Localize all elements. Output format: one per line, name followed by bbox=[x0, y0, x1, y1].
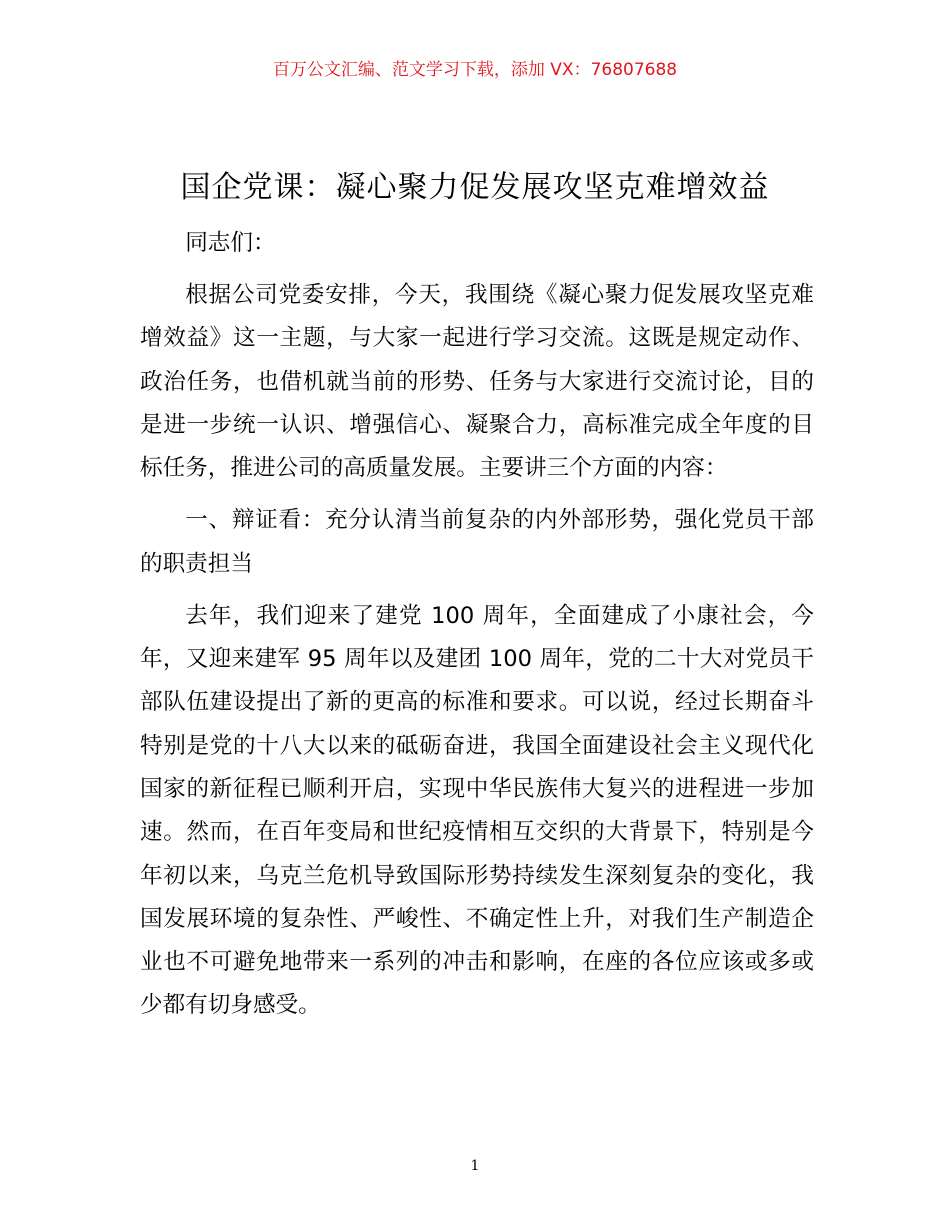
document-body bbox=[140, 222, 814, 1037]
body-paragraph: 去年，我们迎来了建党 100 周年，全面建成了小康社会，今年，又迎来建军 95 周年以及建团 100 周年，党的二十大对党员干部队伍建设提出了新的更高的标准和要求。可以说，经过长期奋斗特别是党的十八大以来的砥砺奋进，我国全面建设社会主义现代化国家的新征程已顺利开启，实现中华民族伟大复兴的进程进一步加速。然而，在百年变局和世纪疫情相互交织的大背景下，特别是今年初以来，乌克兰危机导致国际形势持续发生深刻复杂的变化，我国发展环境的复杂性、严峻性、不确定性上升，对我们生产制造企业也不可避免地带来一系列的冲击和影响，在座的各位应该或多或少都有切身感受。 bbox=[140, 602, 814, 1019]
intro-paragraph: 根据公司党委安排，今天，我围绕《凝心聚力促发展攻坚克难增效益》这一主题，与大家一起进行学习交流。这既是规定动作、政治任务，也借机就当前的形势、任务与大家进行交流讨论，目的是进一步统一认识、增强信心、凝聚合力，高标准完成全年度的目标任务，推进公司的高质量发展。主要讲三个方面的内容： bbox=[140, 282, 814, 482]
section-heading: 一、辩证看：充分认清当前复杂的内外部形势，强化党员干部的职责担当 bbox=[140, 507, 814, 577]
document-title: 国企党课：凝心聚力促发展攻坚克难增效益 bbox=[180, 170, 770, 205]
header-notice: 百万公文汇编、范文学习下载，添加 VX：76807688 bbox=[272, 60, 678, 80]
salutation-paragraph: 同志们： bbox=[185, 230, 276, 256]
page-number: 1 bbox=[470, 1158, 480, 1174]
